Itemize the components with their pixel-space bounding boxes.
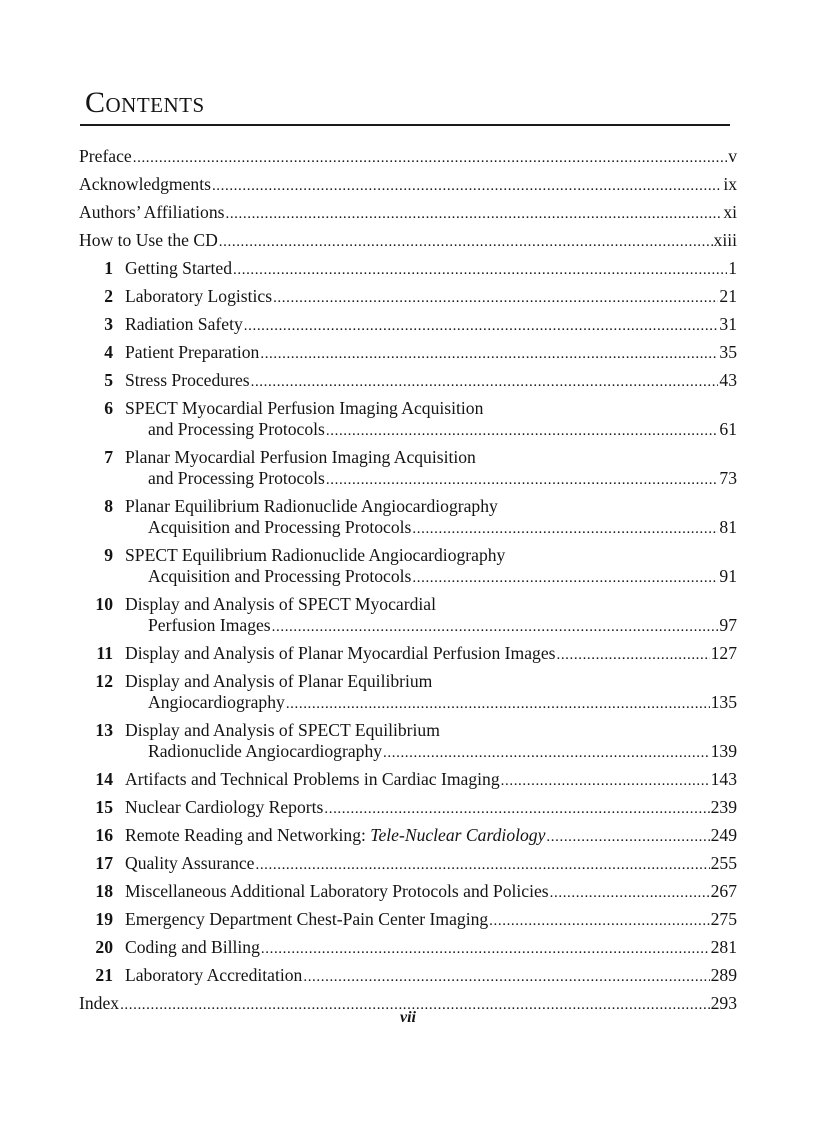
chapter-page: 21 [719,286,737,306]
chapter-title-continued: Acquisition and Processing Protocols [148,517,412,537]
chapter-number: 14 [95,769,113,789]
toc-chapter-7[interactable] [79,447,737,491]
dot-leader [212,176,722,197]
dot-leader [303,967,709,988]
chapter-title: Radiation Safety [125,314,243,334]
chapter-page: 73 [719,468,737,488]
chapter-title: Coding and Billing [125,937,260,957]
chapter-number: 2 [104,286,113,306]
chapter-page: 275 [710,909,737,929]
dot-leader [272,617,719,638]
chapter-number: 7 [104,447,113,467]
dot-leader [412,519,718,540]
chapter-number: 9 [104,545,113,565]
toc-entry[interactable] [79,202,737,225]
chapter-title: Laboratory Accreditation [125,965,303,985]
dot-leader [556,645,709,666]
chapter-number: 15 [95,797,113,817]
chapter-page: 249 [710,825,737,845]
chapter-title: Patient Preparation [125,342,260,362]
table-of-contents [79,146,737,1021]
chapter-page: 135 [710,692,737,712]
dot-leader [326,421,719,442]
chapter-title: Getting Started [125,258,233,278]
chapter-title-continued: Acquisition and Processing Protocols [148,566,412,586]
chapter-title: Miscellaneous Additional Laboratory Protocols and Policies [125,881,549,901]
chapter-page: 81 [719,517,737,537]
chapter-page: 43 [719,370,737,390]
chapter-number: 16 [95,825,113,845]
chapter-number: 17 [95,853,113,873]
toc-chapter-3[interactable] [79,314,737,337]
chapter-number: 6 [104,398,113,418]
entry-label: Index [79,993,120,1013]
dot-leader [225,204,722,225]
toc-chapter-15[interactable] [79,797,737,820]
entry-page: 293 [710,993,737,1013]
toc-entry[interactable] [79,174,737,197]
toc-chapter-19[interactable] [79,909,737,932]
chapter-page: 35 [719,342,737,362]
toc-chapter-20[interactable] [79,937,737,960]
chapter-title: Emergency Department Chest-Pain Center Imaging [125,909,489,929]
toc-chapter-2[interactable] [79,286,737,309]
entry-label: Preface [79,146,132,166]
dot-leader [261,939,710,960]
chapter-page: 91 [719,566,737,586]
chapter-page: 289 [710,965,737,985]
entry-label: Authors’ Affiliations [79,202,225,222]
dot-leader [383,743,710,764]
chapter-title-continued: Perfusion Images [148,615,271,635]
entry-page: xi [723,202,737,222]
chapter-title-italic: Tele-Nuclear Cardiology [370,825,546,845]
chapter-number: 10 [95,594,113,614]
chapter-page: 239 [710,797,737,817]
toc-entry[interactable] [79,146,737,169]
dot-leader [501,771,710,792]
chapter-title: Planar Equilibrium Radionuclide Angiocardiography [125,496,498,516]
chapter-title-roman: Remote Reading and Networking: [125,825,371,845]
chapter-title: Artifacts and Technical Problems in Cardiac Imaging [125,769,500,789]
chapter-page: 127 [710,643,737,663]
chapter-page: 139 [710,741,737,761]
dot-leader [244,316,719,337]
chapter-title-continued: Angiocardiography [148,692,285,712]
chapter-title: Display and Analysis of Planar Myocardial Perfusion Images [125,643,556,663]
toc-entry[interactable] [79,230,737,253]
entry-page: v [728,146,737,166]
chapter-title: Display and Analysis of SPECT Equilibrium [125,720,440,740]
page-number: vii [400,1009,416,1026]
chapter-title: Quality Assurance [125,853,255,873]
page-title: Contents [85,86,205,119]
toc-chapter-13[interactable] [79,720,737,764]
chapter-title: Stress Procedures [125,370,250,390]
chapter-number: 21 [95,965,113,985]
dot-leader [260,344,718,365]
dot-leader [273,288,718,309]
chapter-number: 3 [104,314,113,334]
chapter-number: 1 [104,258,113,278]
chapter-number: 11 [96,643,113,663]
toc-chapter-11[interactable] [79,643,737,666]
chapter-title-continued: Radionuclide Angiocardiography [148,741,383,761]
dot-leader [219,232,713,253]
dot-leader [546,827,709,848]
toc-chapter-6[interactable] [79,398,737,442]
dot-leader [133,148,727,169]
entry-label: How to Use the CD [79,230,218,250]
chapter-number: 18 [95,881,113,901]
chapter-number: 12 [95,671,113,691]
dot-leader [233,260,727,281]
chapter-title: SPECT Equilibrium Radionuclide Angiocardiography [125,545,506,565]
chapter-title-continued: and Processing Protocols [148,419,325,439]
chapter-page: 143 [710,769,737,789]
chapter-title: Display and Analysis of Planar Equilibrium [125,671,433,691]
toc-chapter-5[interactable] [79,370,737,393]
dot-leader [412,568,718,589]
toc-chapter-9[interactable] [79,545,737,589]
chapter-number: 13 [95,720,113,740]
dot-leader [550,883,710,904]
dot-leader [255,855,709,876]
title-rule [80,124,730,126]
chapter-page: 267 [710,881,737,901]
chapter-page: 255 [710,853,737,873]
chapter-title: Nuclear Cardiology Reports [125,797,324,817]
toc-chapter-4[interactable] [79,342,737,365]
chapter-title: Planar Myocardial Perfusion Imaging Acquisition [125,447,476,467]
chapter-title: Laboratory Logistics [125,286,273,306]
dot-leader [326,470,719,491]
chapter-number: 4 [104,342,113,362]
dot-leader [324,799,709,820]
chapter-title: Display and Analysis of SPECT Myocardial [125,594,436,614]
toc-chapter-8[interactable] [79,496,737,540]
chapter-page: 1 [728,258,737,278]
entry-page: ix [723,174,737,194]
toc-chapter-14[interactable] [79,769,737,792]
chapter-title-continued: and Processing Protocols [148,468,325,488]
toc-chapter-18[interactable] [79,881,737,904]
toc-chapter-17[interactable] [79,853,737,876]
entry-label: Acknowledgments [79,174,211,194]
dot-leader [286,694,710,715]
entry-page: xiii [713,230,737,250]
chapter-page: 61 [719,419,737,439]
toc-chapter-16[interactable] [79,825,737,848]
dot-leader [251,372,719,393]
dot-leader [489,911,709,932]
chapter-title: SPECT Myocardial Perfusion Imaging Acquisition [125,398,484,418]
chapter-number: 20 [95,937,113,957]
toc-chapter-10[interactable] [79,594,737,638]
chapter-title [125,825,545,846]
chapter-page: 281 [710,937,737,957]
toc-chapter-1[interactable] [79,258,737,281]
chapter-page: 97 [719,615,737,635]
toc-chapter-12[interactable] [79,671,737,715]
chapter-number: 8 [104,496,113,516]
chapter-number: 19 [95,909,113,929]
chapter-number: 5 [104,370,113,390]
chapter-page: 31 [719,314,737,334]
toc-chapter-21[interactable] [79,965,737,988]
